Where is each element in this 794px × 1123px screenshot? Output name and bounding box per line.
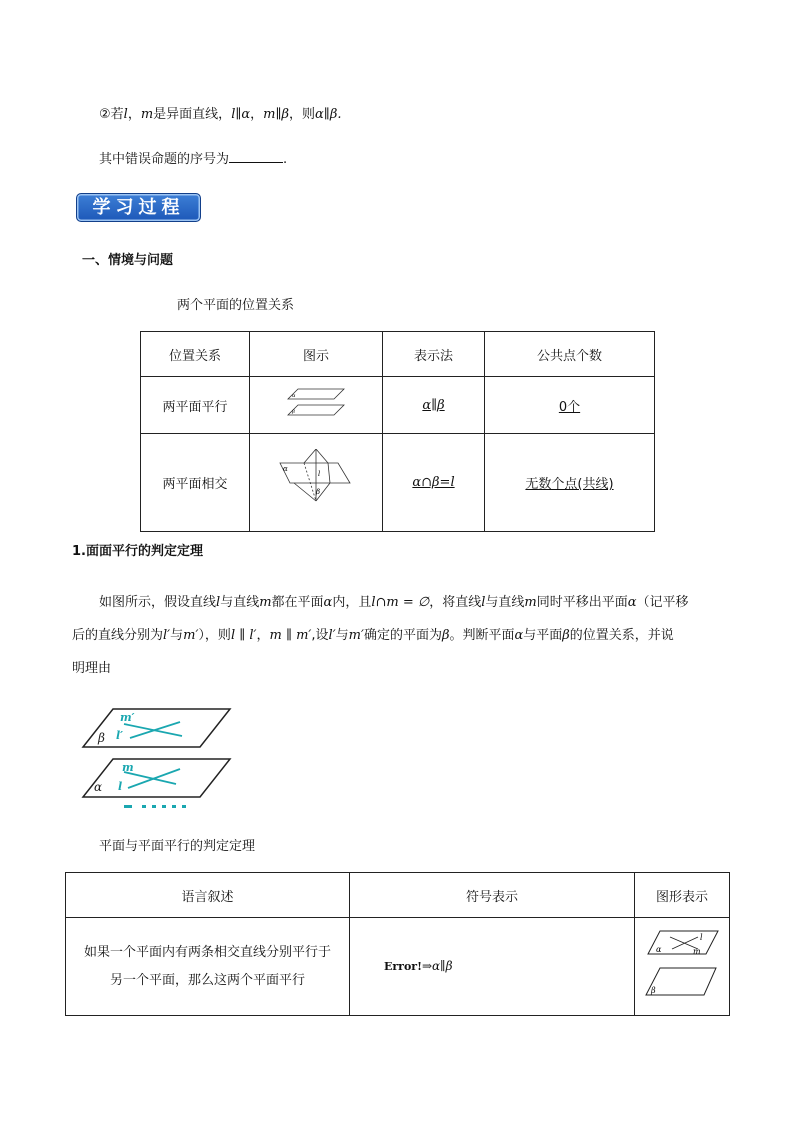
theorem-paragraph-cont: 后的直线分别为l′与m′），则l ∥ l′，m ∥ m′,设l′与m′确定的平面为β。判断平面α与平面β的位置关系，并说	[72, 628, 674, 643]
symbol-cell: Error!⇒α∥β	[350, 918, 635, 1016]
theorem-planes-diagram	[644, 927, 720, 1003]
svg-text:l: l	[118, 780, 123, 793]
theorem-paragraph-end: 明理由	[72, 661, 112, 676]
table-row	[66, 918, 730, 1016]
table2-header-statement: 语言叙述	[66, 873, 350, 918]
parallel-planes-diagram	[286, 386, 346, 420]
theorem-table	[65, 872, 730, 1016]
statement-cell: 如果一个平面内有两条相交直线分别平行于 另一个平面，那么这两个平面平行	[66, 918, 350, 1016]
parallel-planes-lines-figure	[80, 704, 235, 808]
svg-text:m′: m′	[120, 711, 135, 724]
svg-text:α: α	[94, 780, 103, 794]
figure-cell	[635, 918, 730, 1016]
table-row	[141, 434, 655, 532]
svg-text:α: α	[656, 944, 662, 954]
proposition-2: ②若l，m是异面直线，l∥α，m∥β，则α∥β.	[99, 107, 342, 122]
count-cell: 0个	[485, 377, 655, 434]
section-heading: 一、情境与问题	[82, 253, 174, 268]
table1-header-count: 公共点个数	[485, 332, 655, 377]
table1-header-notation: 表示法	[383, 332, 485, 377]
table1-caption: 两个平面的位置关系	[177, 298, 295, 313]
answer-blank	[229, 150, 283, 163]
theorem-heading: 1.面面平行的判定定理	[72, 544, 203, 559]
table2-header-symbol: 符号表示	[350, 873, 635, 918]
section-banner: 学习过程	[76, 193, 201, 222]
notation-cell: α∥β	[383, 377, 485, 434]
svg-text:m: m	[693, 946, 701, 956]
table2-caption: 平面与平面平行的判定定理	[99, 839, 256, 854]
theorem-paragraph: 如图所示，假设直线l与直线m都在平面α内，且l∩m = ∅，将直线l与直线m同时平移出平面α（记平移	[99, 595, 689, 610]
svg-text:l: l	[700, 932, 703, 942]
relation-cell: 两平面平行	[141, 377, 250, 434]
plane-relations-table	[140, 331, 655, 532]
notation-cell: α∩β=l	[383, 434, 485, 532]
svg-text:β: β	[651, 985, 656, 995]
svg-text:α: α	[283, 464, 288, 473]
svg-text:α: α	[292, 393, 296, 399]
table-row	[141, 377, 655, 434]
table2-header-figure: 图形表示	[635, 873, 730, 918]
svg-text:β: β	[316, 487, 321, 496]
parallel-planes-figure	[250, 377, 383, 434]
table1-header-relation: 位置关系	[141, 332, 250, 377]
relation-cell: 两平面相交	[141, 434, 250, 532]
table1-header-figure: 图示	[250, 332, 383, 377]
intersecting-planes-diagram	[278, 449, 354, 513]
svg-text:m: m	[122, 761, 134, 774]
question-line: 其中错误命题的序号为 .	[99, 152, 288, 167]
svg-text:l′: l′	[116, 729, 124, 742]
count-cell: 无数个点(共线)	[485, 434, 655, 532]
intersecting-planes-figure	[250, 434, 383, 532]
svg-text:β: β	[292, 409, 295, 415]
svg-text:β: β	[98, 731, 105, 745]
svg-text:l: l	[318, 469, 321, 478]
